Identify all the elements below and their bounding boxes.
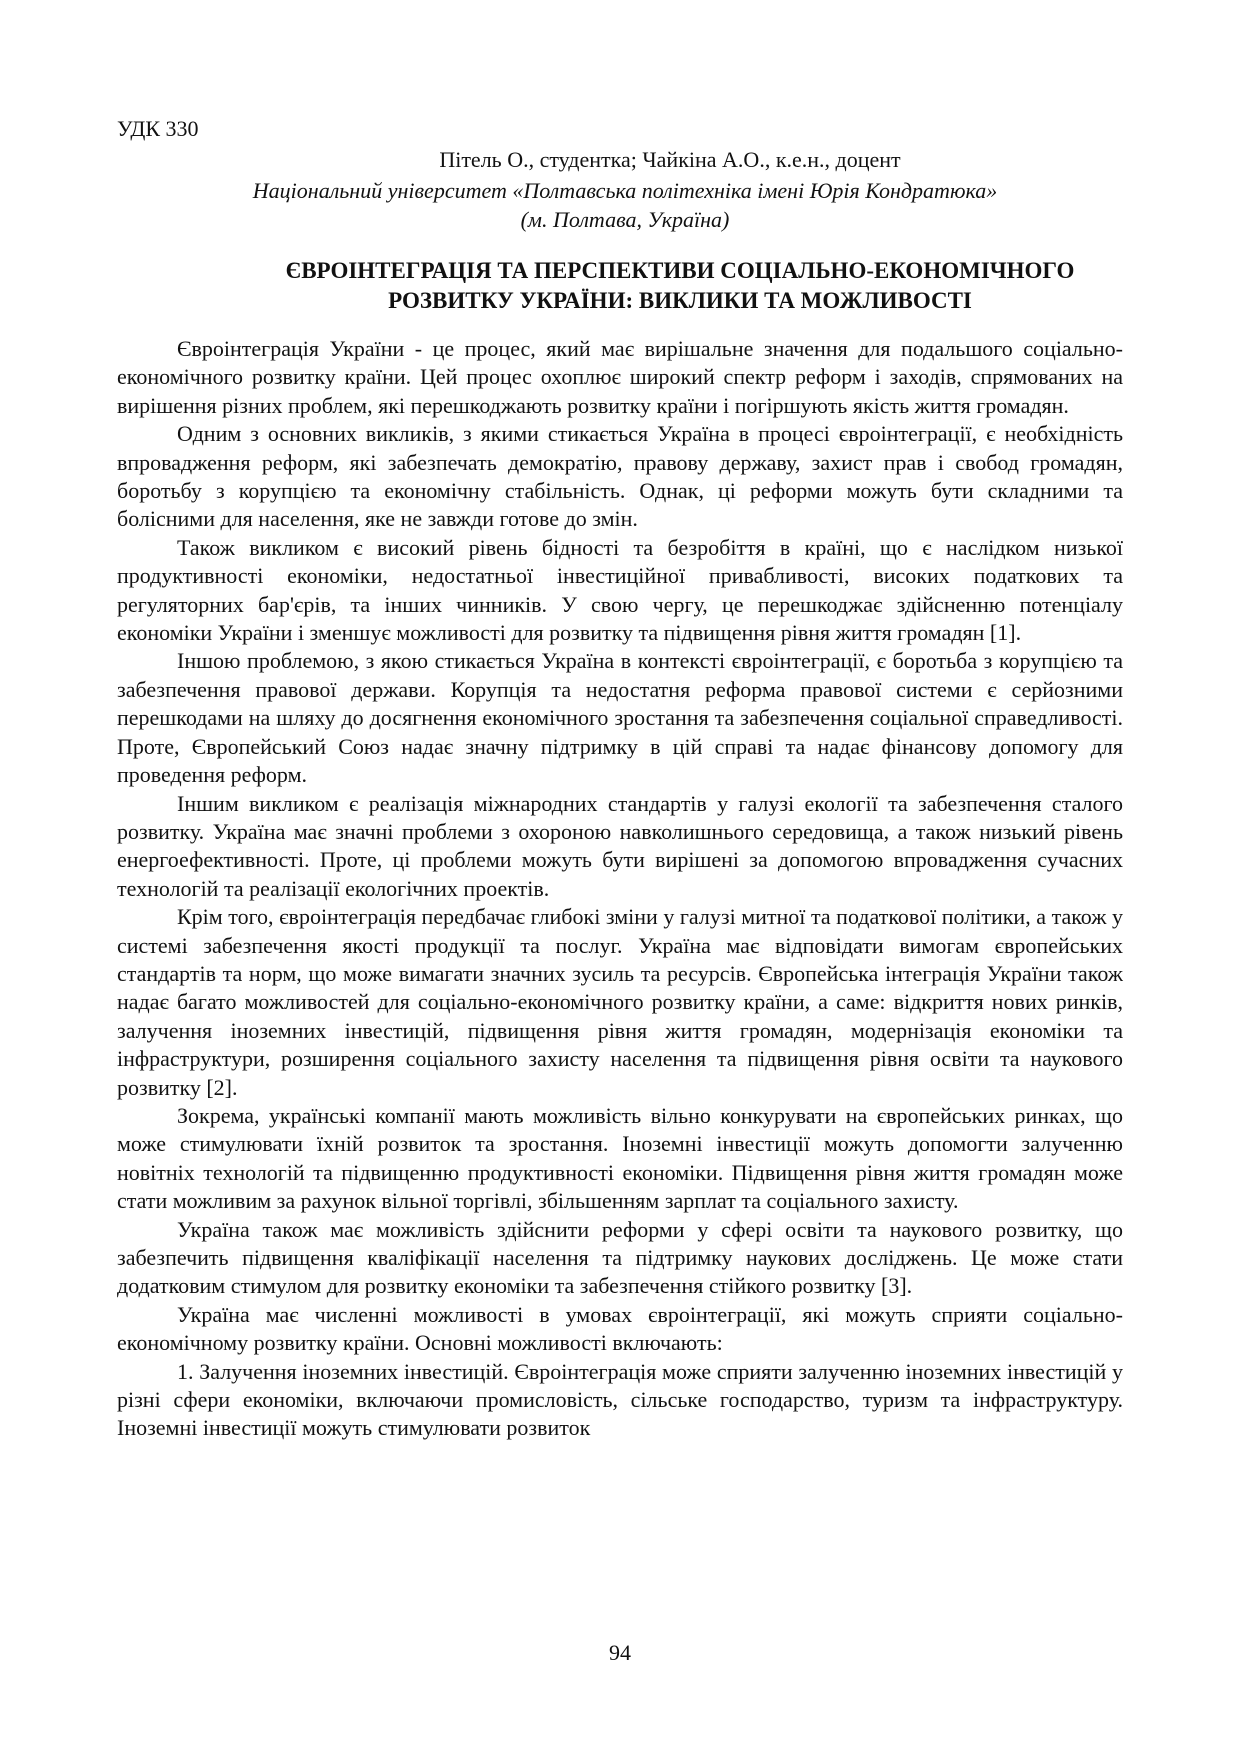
affiliation-institution: Національний університет «Полтавська політехніка імені Юрія Кондратюка» [252,178,998,203]
paragraph: Одним з основних викликів, з якими стикається Україна в процесі євроінтеграції, є необхідність впровадження реформ, які забезпечать демократію, правову державу, захист прав і свобод громадян, боротьбу з корупцією та економічну стабільність. Однак, ці реформи можуть бути складними та болісними для населення, яке не завжди готове до змін. [117,421,1123,532]
paragraph: Євроінтеграція України - це процес, який має вирішальне значення для подальшого соціально-економічного розвитку країни. Цей процес охоплює широкий спектр реформ і заходів, спрямованих на вирішення різних проблем, які перешкоджають розвитку країни і погіршують якість життя громадян. [117,336,1123,418]
title-line-1: ЄВРОІНТЕГРАЦІЯ ТА ПЕРСПЕКТИВИ СОЦІАЛЬНО-ЕКОНОМІЧНОГО [285,258,1075,283]
paragraph: Також викликом є високий рівень бідності та безробіття в країні, що є наслідком низької продуктивності економіки, недостатньої інвестиційної привабливості, високих податкових та регуляторних бар'єрів, та інших чинників. У свою чергу, це перешкоджає здійсненню потенціалу економіки України і зменшує можливості для розвитку та підвищення рівня життя громадян [1]. [117,534,1123,646]
authors-line: Пітель О., студентка; Чайкіна А.О., к.е.н., доцент [439,147,901,172]
udk-code: УДК 330 [117,116,199,141]
affiliation-location: (м. Полтава, Україна) [520,207,730,232]
affiliation [0,176,1240,234]
list-item-paragraph: 1. Залучення іноземних інвестицій. Євроінтеграція може сприяти залученню іноземних інвестицій у різні сфери економіки, включаючи промисловість, сільське господарство, туризм та інфраструктуру. Іноземні інвестиції можуть стимулювати розвиток [117,1358,1123,1441]
paragraph: Україна також має можливість здійснити реформи у сфері освіти та наукового розвитку, що забезпечить підвищення кваліфікації населення та підтримку наукових досліджень. Це може стати додатковим стимулом для розвитку економіки та забезпечення стійкого розвитку [3]. [117,1216,1123,1299]
paragraph: Іншим викликом є реалізація міжнародних стандартів у галузі екології та забезпечення сталого розвитку. Україна має значні проблеми з охороною навколишнього середовища, а також низький рівень енергоефективності. Проте, ці проблеми можуть бути вирішені за допомогою впровадження сучасних технологій та реалізації екологічних проектів. [117,790,1123,901]
paragraph: Зокрема, українські компанії мають можливість вільно конкурувати на європейських ринках, що може стимулювати їхній розвиток та зростання. Іноземні інвестиції можуть допомогти залученню новітніх технологій та підвищенню продуктивності економіки. Підвищення рівня життя громадян може стати можливим за рахунок вільної торгівлі, збільшенням зарплат та соціального захисту. [117,1102,1123,1214]
title-line-2: РОЗВИТКУ УКРАЇНИ: ВИКЛИКИ ТА МОЖЛИВОСТІ [388,288,972,313]
article-title [180,256,1180,316]
paragraph: Україна має численні можливості в умовах євроінтеграції, які можуть сприяти соціально-економічному розвитку країни. Основні можливості включають: [117,1301,1123,1356]
paragraph: Крім того, євроінтеграція передбачає глибокі зміни у галузі митної та податкової політики, а також у системі забезпечення якості продукції та послуг. Україна має відповідати вимогам європейських стандартів та норм, що може вимагати значних зусиль та ресурсів. Європейська інтеграція України також надає багато можливостей для соціально-економічного розвитку країни, а саме: відкриття нових ринків, залучення іноземних інвестицій, підвищення рівня життя громадян, модернізація економіки та інфраструктури, розширення соціального захисту населення та підвищення рівня освіти та наукового розвитку [2]. [117,904,1123,1100]
paragraph: Іншою проблемою, з якою стикається Україна в контексті євроінтеграції, є боротьба з корупцією та забезпечення правової держави. Корупція та недостатня реформа правової системи є серйозними перешкодами на шляху до досягнення економічного зростання та забезпечення соціальної справедливості. Проте, Європейський Союз надає значну підтримку в цій справі та надає фінансову допомогу для проведення реформ. [117,648,1123,788]
page-number: 94 [609,1640,631,1665]
article-body [117,335,1123,1443]
